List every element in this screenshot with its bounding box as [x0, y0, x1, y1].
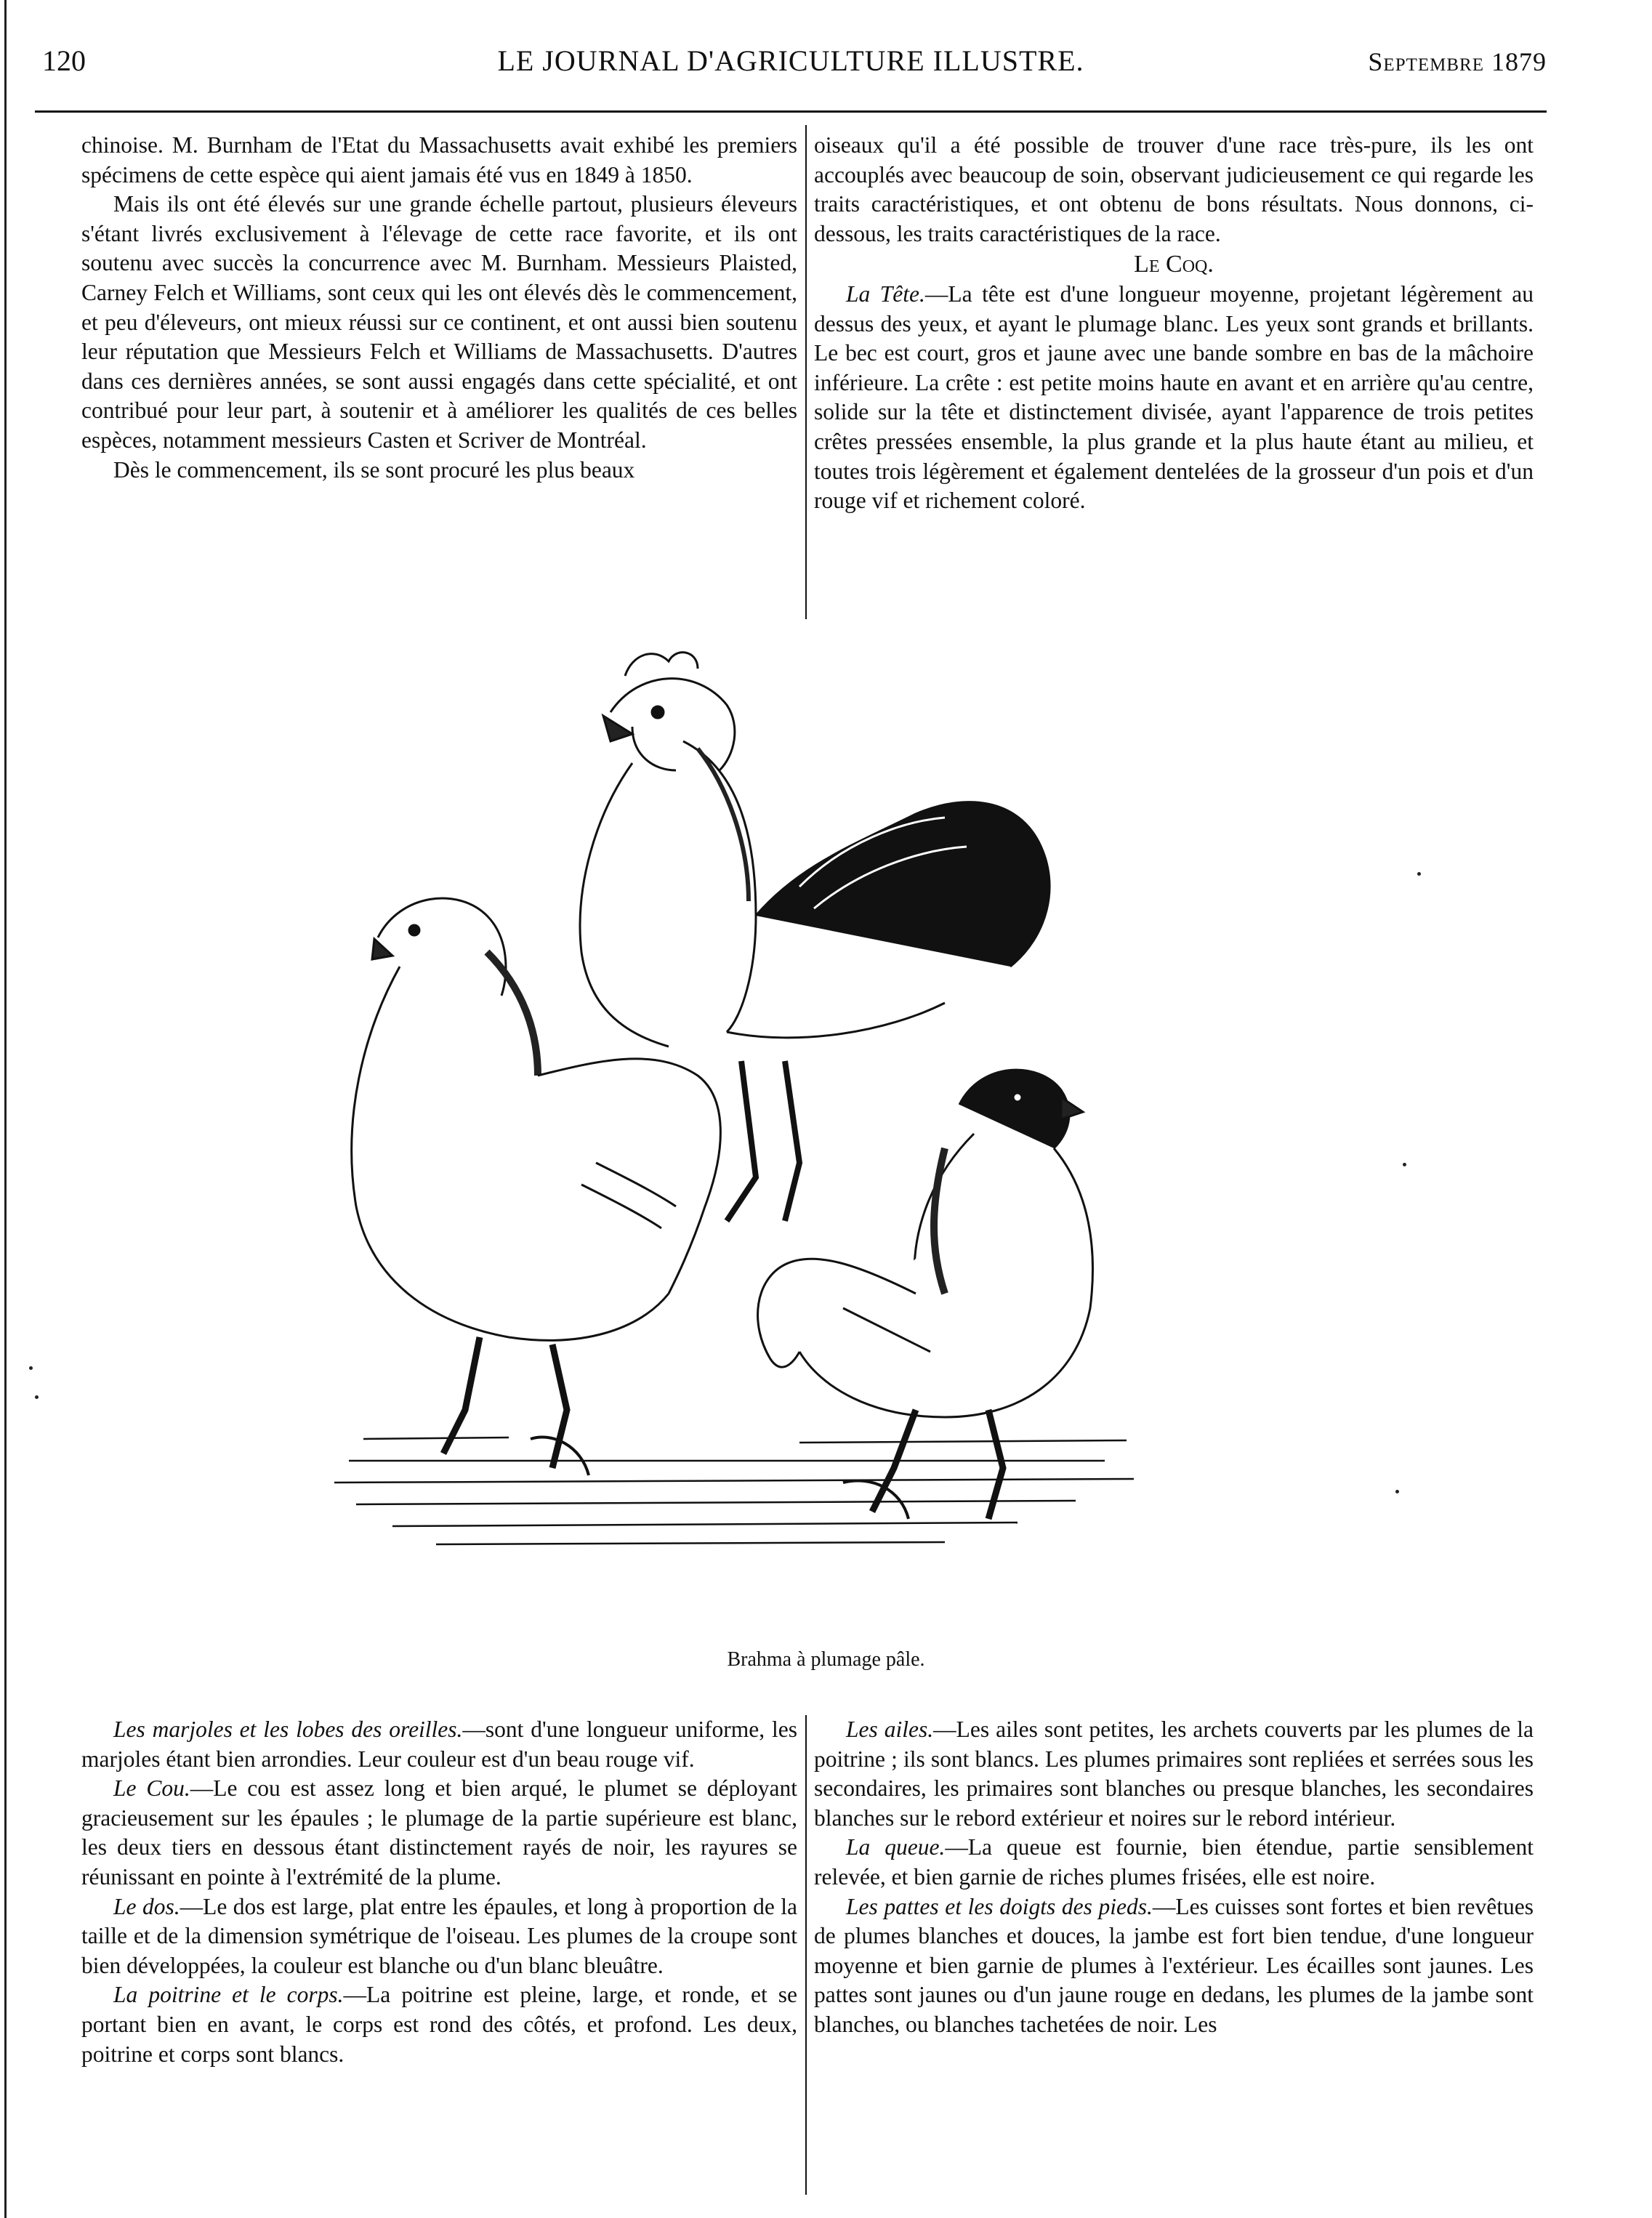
- page-number: 120: [42, 44, 86, 77]
- ground-hatching: [334, 1437, 1134, 1544]
- bottom-left-column: [81, 1715, 797, 2069]
- paragraph-label: Les pattes et les doigts des pieds.: [846, 1893, 1153, 1919]
- paragraph-tete: [814, 280, 1534, 516]
- paragraph-label: La Tête.: [846, 281, 925, 307]
- bottom-right-column: [814, 1715, 1534, 2040]
- paragraph-queue: [814, 1833, 1534, 1892]
- paragraph-pattes: [814, 1892, 1534, 2040]
- paragraph: Dès le commencement, ils se sont procuré les plus beaux: [113, 456, 635, 483]
- paragraph-ailes: [814, 1715, 1534, 1833]
- figure-caption: Brahma à plumage pâle.: [727, 1648, 925, 1671]
- paragraph-label: Le dos.: [113, 1893, 180, 1919]
- right-hen-figure: [758, 1070, 1093, 1519]
- paragraph-text: —Les ailes sont petites, les archets couverts par les plumes de la poitrine ; ils sont blancs. Les plumes primaires sont repliées et serrées sous les secondaires, les primaires sont blanches ou presque blanches, les secondaires blanches sur le rebord extérieur et noires sur le rebord intérieur.: [814, 1717, 1534, 1831]
- paragraph-label: La queue.: [846, 1834, 946, 1860]
- print-speck: [35, 1395, 39, 1399]
- paragraph-cou: [81, 1774, 797, 1892]
- header-rule: [35, 110, 1547, 113]
- paragraph-text: —Le dos est large, plat entre les épaules, et long à proportion de la taille et de la dimension symétrique de l'oiseau. Les plumes de la croupe sont bien développées, la couleur est blanche ou d'un blanc bleuâtre.: [81, 1893, 798, 1978]
- paragraph-label: Les ailes.: [846, 1717, 934, 1742]
- paragraph-label: Les marjoles et les lobes des oreilles.: [113, 1717, 463, 1742]
- paragraph-dos: [81, 1892, 797, 1981]
- paragraph-text: —Le cou est assez long et bien arqué, le plumet se déployant gracieusement sur les épaules ; le plumage de la partie supérieure est blanc, les deux tiers en dessous étant distinctement rayés de noir, les rayures se réunissant en pointe à l'extrémité de la plume.: [81, 1775, 797, 1890]
- paragraph-text: —La poitrine est pleine, large, et ronde, et se portant bien en avant, le corps est rond des côtés, et profond. Les deux, poitrine et corps sont blancs.: [81, 1982, 798, 2067]
- brahma-chickens-engraving: [291, 625, 1308, 1628]
- column-rule-top: [805, 125, 807, 619]
- column-rule-bottom: [805, 1715, 807, 2195]
- print-speck: [1417, 872, 1421, 876]
- section-heading-le-coq: Le Coq.: [1134, 251, 1214, 278]
- print-speck: [29, 1366, 33, 1370]
- top-left-column: [81, 131, 797, 485]
- issue-date: Septembre 1879: [1368, 47, 1547, 76]
- running-header: [35, 39, 1547, 83]
- paragraph: Mais ils ont été élevés sur une grande échelle partout, plusieurs éleveurs s'étant livrés exclusivement à l'élevage de cette race favorite, et ils ont soutenu avec succès la concurrence avec M. Burnham. Messieurs Plaisted, Carney Felch et Williams, sont ceux qui les ont élevés dès le commencement, et peu d'éleveurs, ont mieux réussi sur ce continent, et ont aussi bien soutenu leur réputation que Messieurs Felch et Williams de Massachusetts. D'autres dans ces dernières années, se sont aussi engagés dans cette spécialité, et ont contribué pour leur part, à soutenir et à améliorer les qualités de ces belles espèces, notamment messieurs Casten et Scriver de Montréal.: [81, 191, 797, 453]
- paragraph-label: Le Cou.: [113, 1775, 190, 1802]
- paragraph-marjoles: [81, 1715, 797, 1774]
- page-edge-line: [4, 0, 7, 2218]
- paragraph-text: —Les cuisses sont fortes et bien revêtues de plumes blanches et douces, la jambe est fort bien tendue, d'une longueur moyenne et bien garnie de plumes à l'extérieur. Les écailles sont jaunes. Les pattes sont jaunes ou d'un jaune rouge en dedans, les plumes de la jambe sont blanches, ou blanches tachetées de noir. Les: [814, 1893, 1534, 2037]
- print-speck: [1403, 1163, 1406, 1166]
- paragraph-text: —La queue est fournie, bien étendue, partie sensiblement relevée, et bien garnie de riches plumes frisées, elle est noire.: [814, 1834, 1534, 1890]
- print-speck: [1395, 1490, 1399, 1493]
- paragraph: oiseaux qu'il a été possible de trouver d'une race très-pure, ils les ont accouplés avec beaucoup de soin, observant judicieusement ce qui regarde les traits caractéristiques, et ont obtenu de bons résultats. Nous donnons, ci-dessous, les traits caractéristiques de la race.: [814, 132, 1534, 246]
- paragraph-label: La poitrine et le corps.: [113, 1982, 344, 2008]
- left-hen-figure: [352, 898, 721, 1475]
- paragraph-text: —sont d'une longueur uniforme, les marjoles étant bien arrondies. Leur couleur est d'un beau rouge vif.: [81, 1717, 797, 1772]
- paragraph-poitrine: [81, 1980, 797, 2069]
- journal-title: LE JOURNAL D'AGRICULTURE ILLUSTRE.: [497, 44, 1084, 77]
- top-right-column: [814, 131, 1534, 516]
- paragraph-text: —La tête est d'une longueur moyenne, projetant légèrement au dessus des yeux, et ayant le plumage blanc. Les yeux sont grands et brillants. Le bec est court, gros et jaune avec une bande sombre en bas de la mâchoire inférieure. La crête : est petite moins haute en avant et en arrière qu'au centre, solide sur la tête et distinctement divisée, ayant l'apparence de trois petites crêtes pressées ensemble, la plus grande et la plus haute étant au milieu, et toutes trois légèrement et également dentelées de la grosseur d'un pois et d'un rouge vif et richement coloré.: [814, 281, 1534, 514]
- paragraph: chinoise. M. Burnham de l'Etat du Massachusetts avait exhibé les premiers spécimens de cette espèce qui aient jamais été vus en 1849 à 1850.: [81, 132, 797, 187]
